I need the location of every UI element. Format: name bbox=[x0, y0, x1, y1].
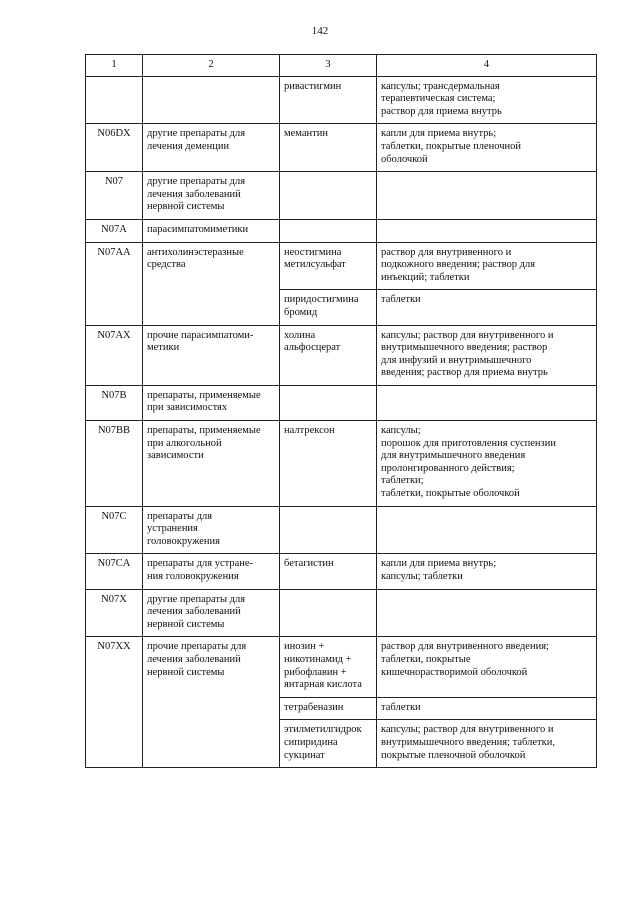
group-name-cell: препараты, применяемые при алкогольной зависимости bbox=[143, 421, 280, 507]
table-row bbox=[86, 421, 597, 507]
table-row bbox=[86, 124, 597, 172]
atc-code-cell: N07A bbox=[86, 219, 143, 242]
atc-code-cell: N07C bbox=[86, 506, 143, 554]
substance-cell: инозин + никотинамид + рибофлавин + янтарная кислота bbox=[280, 637, 377, 697]
column-header: 2 bbox=[143, 55, 280, 77]
atc-code-cell: N07AA bbox=[86, 242, 143, 325]
dosage-form-cell bbox=[377, 589, 597, 637]
substance-cell: холина альфосцерат bbox=[280, 325, 377, 385]
atc-code-cell: N07B bbox=[86, 385, 143, 420]
dosage-form-cell: капсулы; трансдермальная терапевтическая система; раствор для приема внутрь bbox=[377, 76, 597, 124]
dosage-form-cell: таблетки bbox=[377, 290, 597, 325]
group-name-cell: прочие препараты для лечения заболеваний нервной системы bbox=[143, 637, 280, 768]
substance-cell bbox=[280, 219, 377, 242]
table-row bbox=[86, 242, 597, 290]
dosage-form-cell bbox=[377, 172, 597, 220]
dosage-form-cell: капсулы; раствор для внутривенного и внутримышечного введения; раствор для инфузий и внутримышечного введения; раствор для приема внутрь bbox=[377, 325, 597, 385]
table-row bbox=[86, 219, 597, 242]
substance-cell: бетагистин bbox=[280, 554, 377, 589]
group-name-cell: антихолинэстеразные средства bbox=[143, 242, 280, 325]
page-number: 142 bbox=[311, 25, 329, 37]
table-row bbox=[86, 506, 597, 554]
table-row bbox=[86, 385, 597, 420]
atc-code-cell: N07AX bbox=[86, 325, 143, 385]
dosage-form-cell: таблетки bbox=[377, 697, 597, 720]
dosage-form-cell bbox=[377, 506, 597, 554]
group-name-cell: другие препараты для лечения заболеваний нервной системы bbox=[143, 589, 280, 637]
dosage-form-cell: капсулы; порошок для приготовления суспензии для внутримышечного введения пролонгированного действия; таблетки; таблетки, покрытые оболочкой bbox=[377, 421, 597, 507]
substance-cell: ривастигмин bbox=[280, 76, 377, 124]
substance-cell: этилметилгидрок сипиридина сукцинат bbox=[280, 720, 377, 768]
column-header: 3 bbox=[280, 55, 377, 77]
dosage-form-cell: капсулы; раствор для внутривенного и внутримышечного введения; таблетки, покрытые пленочной оболочкой bbox=[377, 720, 597, 768]
atc-code-cell: N07XX bbox=[86, 637, 143, 768]
table-row bbox=[86, 589, 597, 637]
substance-cell bbox=[280, 506, 377, 554]
table-row bbox=[86, 76, 597, 124]
drug-table bbox=[85, 54, 597, 768]
atc-code-cell: N07X bbox=[86, 589, 143, 637]
atc-code-cell bbox=[86, 76, 143, 124]
column-number-row bbox=[86, 55, 597, 77]
column-header: 4 bbox=[377, 55, 597, 77]
group-name-cell: препараты для устране- ния головокружения bbox=[143, 554, 280, 589]
substance-cell: мемантин bbox=[280, 124, 377, 172]
substance-cell bbox=[280, 172, 377, 220]
atc-code-cell: N07CA bbox=[86, 554, 143, 589]
atc-code-cell: N06DX bbox=[86, 124, 143, 172]
group-name-cell: другие препараты для лечения заболеваний нервной системы bbox=[143, 172, 280, 220]
dosage-form-cell: раствор для внутривенного и подкожного введения; раствор для инъекций; таблетки bbox=[377, 242, 597, 290]
table-row bbox=[86, 325, 597, 385]
group-name-cell: другие препараты для лечения деменции bbox=[143, 124, 280, 172]
atc-code-cell: N07BB bbox=[86, 421, 143, 507]
dosage-form-cell bbox=[377, 385, 597, 420]
table-row bbox=[86, 172, 597, 220]
group-name-cell: парасимпатомиметики bbox=[143, 219, 280, 242]
substance-cell: неостигмина метилсульфат bbox=[280, 242, 377, 290]
substance-cell bbox=[280, 589, 377, 637]
column-header: 1 bbox=[86, 55, 143, 77]
group-name-cell: прочие парасимпатоми- метики bbox=[143, 325, 280, 385]
table-row bbox=[86, 637, 597, 697]
group-name-cell: препараты, применяемые при зависимостях bbox=[143, 385, 280, 420]
substance-cell: пиридостигмина бромид bbox=[280, 290, 377, 325]
dosage-form-cell: раствор для внутривенного введения; таблетки, покрытые кишечнорастворимой оболочкой bbox=[377, 637, 597, 697]
dosage-form-cell bbox=[377, 219, 597, 242]
table-body bbox=[86, 76, 597, 768]
substance-cell: тетрабеназин bbox=[280, 697, 377, 720]
group-name-cell bbox=[143, 76, 280, 124]
dosage-form-cell: капли для приема внутрь; капсулы; таблетки bbox=[377, 554, 597, 589]
table-row bbox=[86, 554, 597, 589]
substance-cell: налтрексон bbox=[280, 421, 377, 507]
substance-cell bbox=[280, 385, 377, 420]
dosage-form-cell: капли для приема внутрь; таблетки, покрытые пленочной оболочкой bbox=[377, 124, 597, 172]
group-name-cell: препараты для устранения головокружения bbox=[143, 506, 280, 554]
atc-code-cell: N07 bbox=[86, 172, 143, 220]
